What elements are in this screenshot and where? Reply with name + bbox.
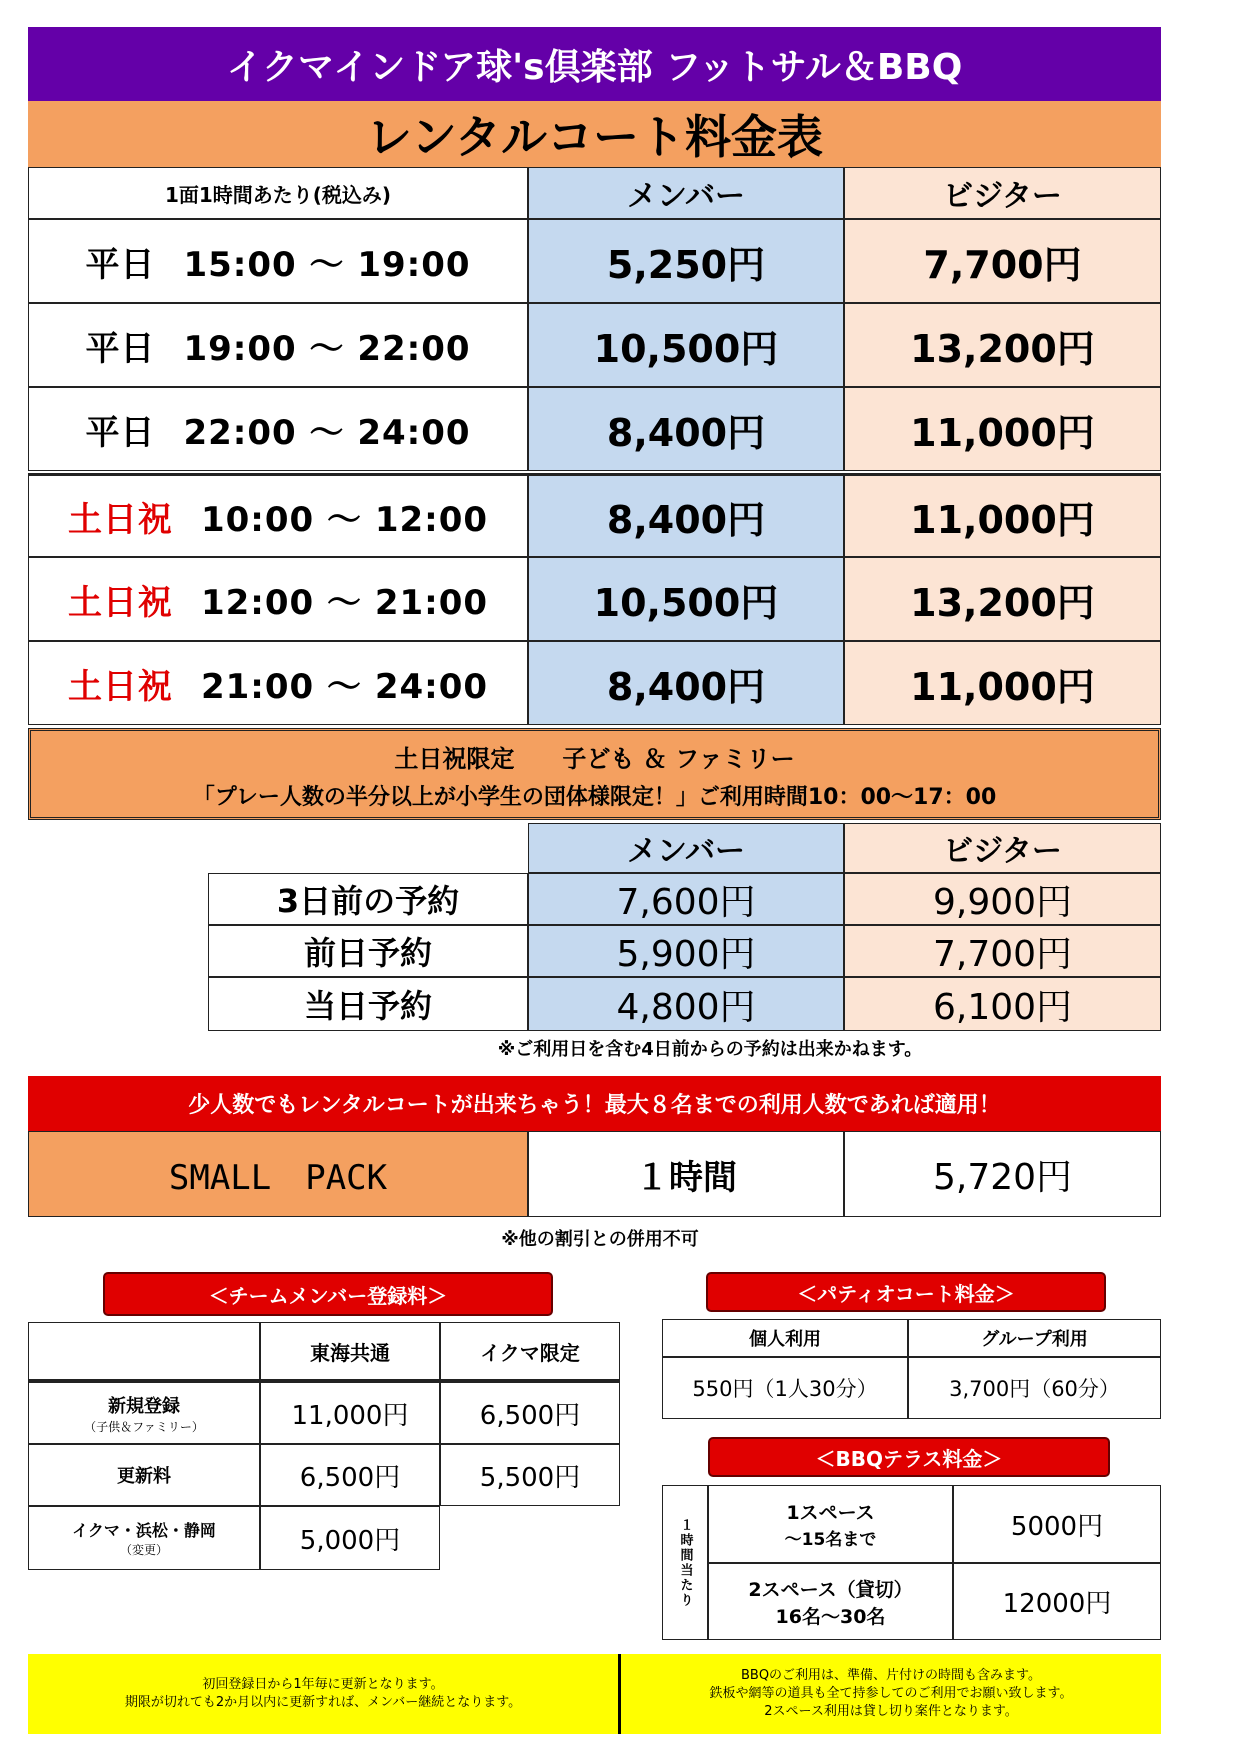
label-main: 更新料 bbox=[117, 1466, 171, 1487]
visitor-price: 11,000円 bbox=[844, 473, 1161, 557]
team-fee-row-label bbox=[28, 1506, 260, 1570]
family-heading: 土日祝限定 子ども ＆ ファミリー bbox=[394, 744, 795, 773]
team-fee-table bbox=[28, 1322, 620, 1562]
family-member-price: 4,800円 bbox=[528, 977, 844, 1031]
col-header-visitor: ビジター bbox=[844, 167, 1161, 219]
bbq-row-label bbox=[708, 1563, 953, 1640]
member-price: 10,500円 bbox=[528, 557, 844, 641]
visitor-price: 11,000円 bbox=[844, 387, 1161, 471]
small-pack-duration: １時間 bbox=[528, 1131, 844, 1217]
member-price: 8,400円 bbox=[528, 473, 844, 557]
team-fee-a: 5,000円 bbox=[260, 1506, 440, 1570]
bbq-price: 12000円 bbox=[953, 1563, 1161, 1640]
small-pack-footnote: ※他の割引との併用不可 bbox=[501, 1229, 699, 1250]
visitor-price: 13,200円 bbox=[844, 557, 1161, 641]
team-fee-a: 6,500円 bbox=[260, 1444, 440, 1506]
day-label: 土日祝 bbox=[67, 582, 173, 623]
team-fee-col-b: イクマ限定 bbox=[440, 1322, 620, 1380]
day-label: 平日 bbox=[85, 328, 156, 369]
time-range: 12:00 ～ 21:00 bbox=[200, 582, 489, 623]
day-label: 平日 bbox=[85, 244, 156, 285]
footer-left-line2: 期限が切れても2か月以内に更新すれば、メンバー継続となります。 bbox=[124, 1695, 522, 1710]
family-footnote: ※ご利用日を含む4日前からの予約は出来かねます。 bbox=[497, 1039, 923, 1060]
label-sub: （変更） bbox=[119, 1543, 168, 1557]
time-range: 21:00 ～ 24:00 bbox=[200, 666, 489, 707]
patio-col-a: 個人利用 bbox=[662, 1319, 908, 1357]
team-fee-col-a: 東海共通 bbox=[260, 1322, 440, 1380]
footer-right-line3: 2スペース利用は貸し切り案件となります。 bbox=[764, 1704, 1018, 1719]
visitor-price: 7,700円 bbox=[844, 219, 1161, 303]
member-price: 8,400円 bbox=[528, 387, 844, 471]
patio-b: 3,700円（60分） bbox=[908, 1357, 1161, 1419]
family-member-price: 7,600円 bbox=[528, 873, 844, 925]
page-title: レンタルコート料金表 bbox=[28, 101, 1161, 167]
member-price: 5,250円 bbox=[528, 219, 844, 303]
footer-right-line2: 鉄板や網等の道具も全て持参してのご利用でお願い致します。 bbox=[709, 1686, 1073, 1701]
label-main: イクマ・浜松・静岡 bbox=[72, 1521, 216, 1540]
table-row-time bbox=[28, 557, 528, 641]
family-col-member: メンバー bbox=[528, 823, 844, 873]
bbq-line1: 2スペース（貸切） bbox=[748, 1578, 913, 1601]
bbq-heading: ＜BBQテラス料金＞ bbox=[708, 1437, 1110, 1477]
team-fee-b: 6,500円 bbox=[440, 1380, 620, 1444]
patio-col-b: グループ利用 bbox=[908, 1319, 1161, 1357]
day-label: 平日 bbox=[85, 412, 156, 453]
family-row-label: 3日前の予約 bbox=[208, 873, 528, 925]
time-range: 15:00 ～ 19:00 bbox=[183, 244, 471, 285]
family-visitor-price: 7,700円 bbox=[844, 925, 1161, 977]
bbq-side-label: １時間当たり bbox=[662, 1485, 708, 1640]
bbq-line1: 1スペース bbox=[786, 1502, 875, 1524]
label-main: 新規登録 bbox=[108, 1395, 180, 1417]
team-fee-row-label bbox=[28, 1380, 260, 1444]
family-row-label: 当日予約 bbox=[208, 977, 528, 1031]
bbq-row-label bbox=[708, 1485, 953, 1563]
table-row-time bbox=[28, 473, 528, 557]
patio-heading: ＜パティオコート料金＞ bbox=[706, 1272, 1106, 1312]
family-banner bbox=[28, 728, 1161, 820]
team-fee-b: 5,500円 bbox=[440, 1444, 620, 1506]
bbq-line2: 16名～30名 bbox=[775, 1605, 886, 1628]
family-visitor-price: 9,900円 bbox=[844, 873, 1161, 925]
visitor-price: 11,000円 bbox=[844, 641, 1161, 725]
col-header-member: メンバー bbox=[528, 167, 844, 219]
label-sub: （子供＆ファミリー） bbox=[84, 1419, 204, 1434]
visitor-price: 13,200円 bbox=[844, 303, 1161, 387]
table-row-time bbox=[28, 641, 528, 725]
footer-left-line1: 初回登録日から1年毎に更新となります。 bbox=[202, 1677, 444, 1692]
family-visitor-price: 6,100円 bbox=[844, 977, 1161, 1031]
small-pack-price: 5,720円 bbox=[844, 1131, 1161, 1217]
header-title: イクマインドア球's倶楽部 フットサル＆BBQ bbox=[28, 27, 1161, 101]
member-price: 10,500円 bbox=[528, 303, 844, 387]
family-member-price: 5,900円 bbox=[528, 925, 844, 977]
small-pack-name: SMALL PACK bbox=[28, 1131, 528, 1217]
footer-right bbox=[621, 1654, 1161, 1734]
rental-table bbox=[28, 167, 1161, 722]
time-range: 22:00 ～ 24:00 bbox=[183, 412, 471, 453]
bbq-line2: ～15名まで bbox=[784, 1530, 877, 1550]
team-fee-row-label bbox=[28, 1444, 260, 1506]
time-range: 19:00 ～ 22:00 bbox=[183, 328, 471, 369]
member-price: 8,400円 bbox=[528, 641, 844, 725]
family-col-visitor: ビジター bbox=[844, 823, 1161, 873]
team-fee-heading: ＜チームメンバー登録料＞ bbox=[103, 1272, 553, 1316]
day-label: 土日祝 bbox=[67, 499, 173, 540]
patio-a: 550円（1人30分） bbox=[662, 1357, 908, 1419]
time-range: 10:00 ～ 12:00 bbox=[200, 499, 489, 540]
day-label: 土日祝 bbox=[67, 666, 173, 707]
table-row-time bbox=[28, 219, 528, 303]
bbq-price: 5000円 bbox=[953, 1485, 1161, 1563]
team-fee-corner bbox=[28, 1322, 260, 1380]
small-pack-banner: 少人数でもレンタルコートが出来ちゃう！最大８名までの利用人数であれば適用！ bbox=[28, 1076, 1161, 1131]
footer-right-line1: BBQのご利用は、準備、片付けの時間も含みます。 bbox=[740, 1668, 1042, 1683]
table-row-time bbox=[28, 303, 528, 387]
col-header-time: 1面1時間あたり(税込み) bbox=[28, 167, 528, 219]
family-note: 「プレー人数の半分以上が小学生の団体様限定！」ご利用時間10：00～17：00 bbox=[192, 784, 997, 810]
footer-left bbox=[28, 1654, 618, 1734]
table-row-time bbox=[28, 387, 528, 471]
family-row-label: 前日予約 bbox=[208, 925, 528, 977]
team-fee-a: 11,000円 bbox=[260, 1380, 440, 1444]
